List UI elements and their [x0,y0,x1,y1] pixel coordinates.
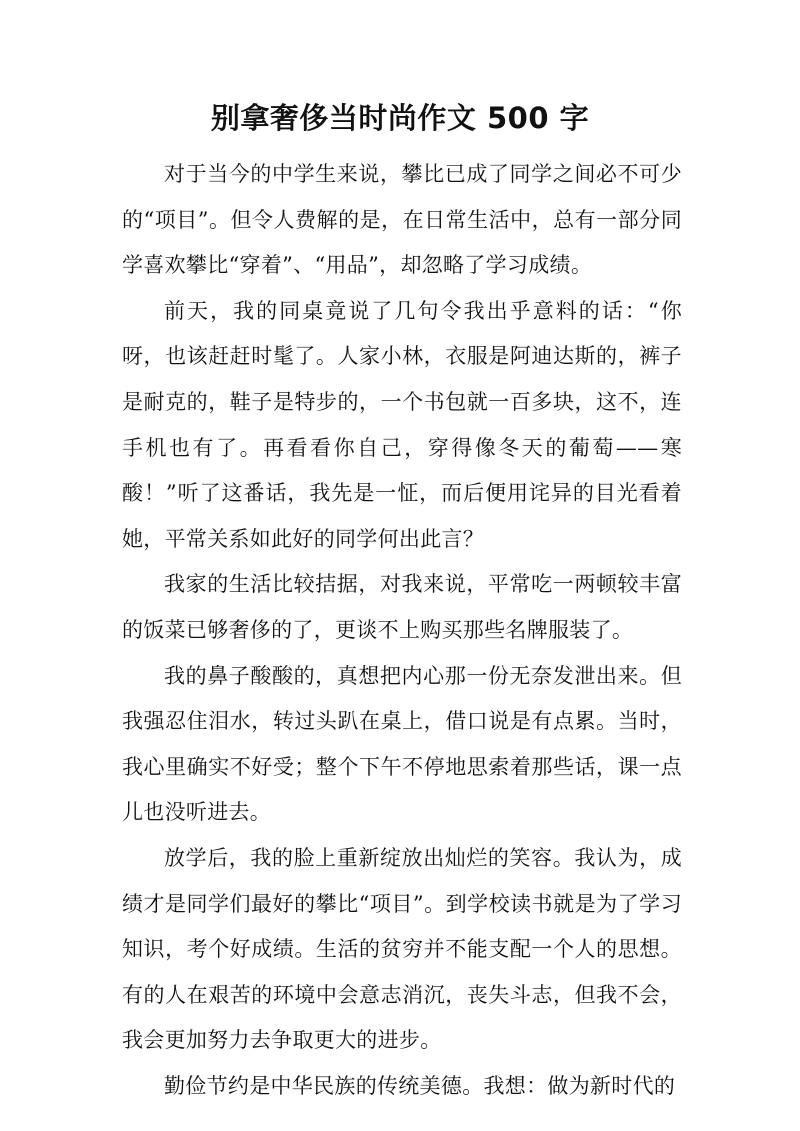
paragraph-4: 我的鼻子酸酸的，真想把内心那一份无奈发泄出来。但我强忍住泪水，转过头趴在桌上，借口说是有点累。当时，我心里确实不好受；整个下午不停地思索着那些话，课一点儿也没听进去。 [122,663,682,825]
document-title: 别拿奢侈当时尚作文 500 字 [210,101,590,135]
paragraph-1: 对于当今的中学生来说，攀比已成了同学之间必不可少的“项目”。但令人费解的是，在日常生活中，总有一部分同学喜欢攀比“穿着”、“用品”，却忽略了学习成绩。 [122,162,682,278]
paragraph-5: 放学后，我的脸上重新绽放出灿烂的笑容。我认为，成绩才是同学们最好的攀比“项目”。到学校读书就是为了学习知识，考个好成绩。生活的贫穷并不能支配一个人的思想。有的人在艰苦的环境中会意志消沉，丧失斗志，但我不会，我会更加努力去争取更大的进步。 [122,845,682,1053]
paragraph-6: 勤俭节约是中华民族的传统美德。我想：做为新时代的 [164,1073,676,1098]
paragraph-2: 前天，我的同桌竟说了几句令我出乎意料的话：“你呀，也该赶赶时髦了。人家小林，衣服是阿迪达斯的，裤子是耐克的，鞋子是特步的，一个书包就一百多块，这不，连手机也有了。再看看你自己，穿得像冬天的葡萄——寒酸！”听了这番话，我先是一怔，而后便用诧异的目光看着她，平常关系如此好的同学何出此言？ [122,298,682,551]
paragraph-3: 我家的生活比较拮据，对我来说，平常吃一两顿较丰富的饭菜已够奢侈的了，更谈不上购买那些名牌服装了。 [122,572,682,642]
document-body [122,152,682,1109]
